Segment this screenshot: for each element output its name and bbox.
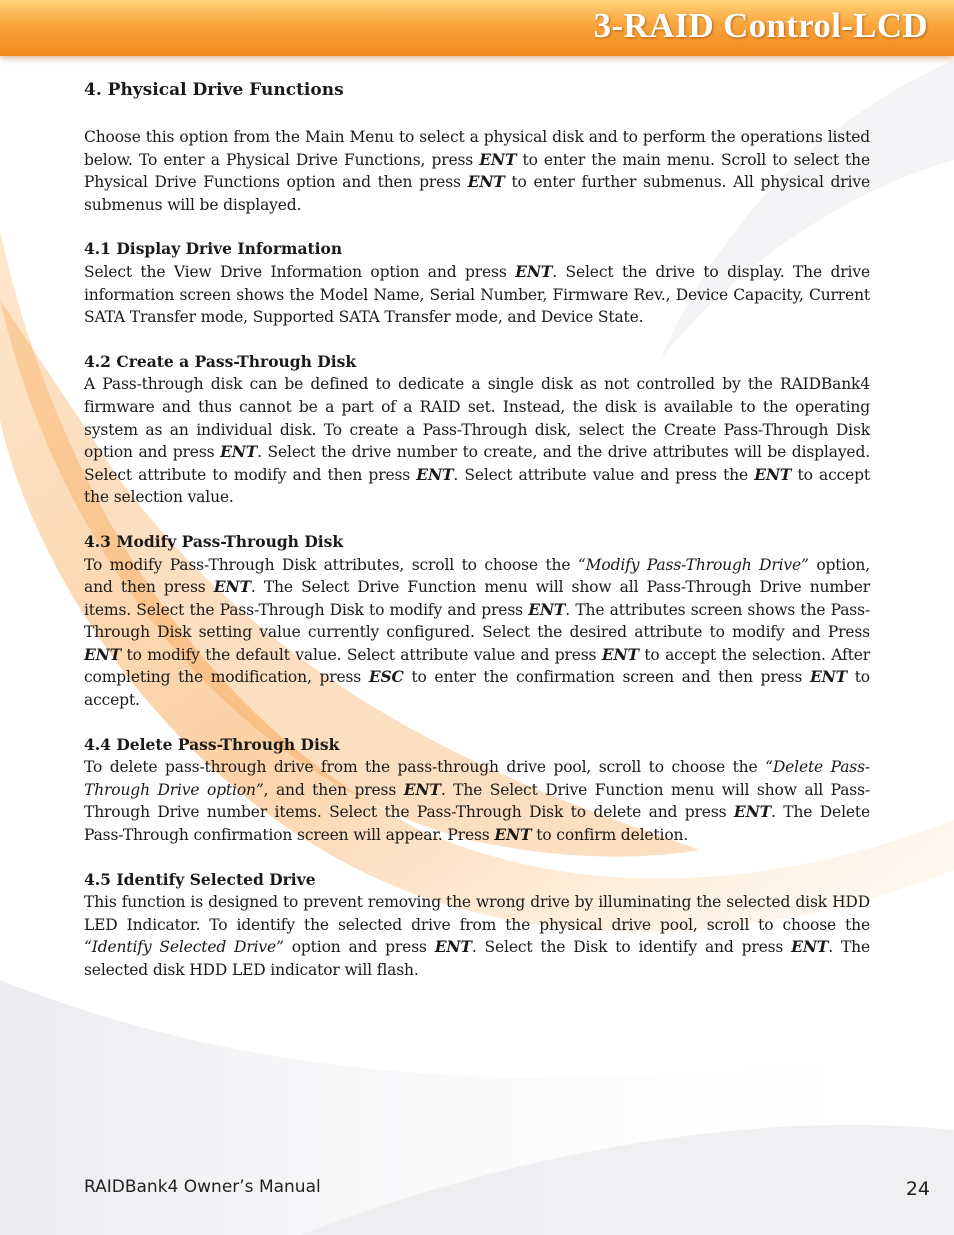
section-title: 4.5 Identify Selected Drive bbox=[84, 869, 316, 889]
key-ent: ENT bbox=[220, 442, 258, 462]
intro-paragraph: Choose this option from the Main Menu to select a physical disk and to perform the operations listed below. To enter a Physical Drive Functions, press ENT to enter the main menu. Scroll to select the Physical Drive Functions option and then press ENT to enter further submenus. All physical drive submenus will be displayed. bbox=[84, 128, 870, 214]
section-create-pass-through-disk bbox=[84, 351, 870, 509]
page-header-bar bbox=[0, 0, 954, 56]
section-title: 4.2 Create a Pass-Through Disk bbox=[84, 351, 357, 371]
page-heading: 4. Physical Drive Functions bbox=[84, 80, 344, 100]
key-ent: ENT bbox=[601, 644, 639, 664]
section-delete-pass-through-disk bbox=[84, 734, 870, 847]
key-ent: ENT bbox=[733, 802, 771, 822]
key-esc: ESC bbox=[368, 667, 404, 687]
key-ent: ENT bbox=[494, 825, 532, 845]
quoted-option: “Identify Selected Drive” bbox=[84, 938, 284, 957]
section-identify-selected-drive bbox=[84, 869, 870, 982]
key-ent: ENT bbox=[416, 464, 454, 484]
key-ent: ENT bbox=[403, 779, 441, 799]
quoted-option: “Delete Pass-Through Drive option” bbox=[84, 758, 870, 799]
key-ent: ENT bbox=[213, 577, 251, 597]
section-body: A Pass-through disk can be defined to dedicate a single disk as not controlled by the RAIDBank4 firmware and thus cannot be a part of a RAID set. Instead, the disk is available to the operating system as an individual disk. To create a Pass-Through disk, select the Create Pass-Through Disk option and press ENT. Select the drive number to create, and the drive attributes will be displayed. Select attribute to modify and then press ENT. Select attribute value and press the ENT to accept the selection value. bbox=[84, 375, 871, 507]
section-modify-pass-through-disk bbox=[84, 531, 870, 712]
key-ent: ENT bbox=[528, 599, 566, 619]
section-body: Select the View Drive Information option and press ENT. Select the drive to display. The drive information screen shows the Model Name, Serial Number, Firmware Rev., Device Capacity, Current SATA Transfer mode, Supported SATA Transfer mode, and Device State. bbox=[84, 261, 870, 327]
key-ent: ENT bbox=[515, 261, 553, 281]
key-ent: ENT bbox=[84, 644, 122, 664]
section-body: This function is designed to prevent removing the wrong drive by illuminating the selected disk HDD LED Indicator. To identify the selected drive from the physical drive pool, scroll to choose the “Identify Selected Drive” option and press ENT. Select the Disk to identify and press ENT. The selected disk HDD LED indicator will flash. bbox=[84, 893, 871, 979]
footer-page-number: 24 bbox=[905, 1178, 930, 1200]
section-body: To delete pass-through drive from the pass-through drive pool, scroll to choose the “Delete Pass-Through Drive option”, and then press ENT. The Select Drive Function menu will show all Pass-Through Drive number items. Select the Pass-Through Disk to delete and press ENT. The Delete Pass-Through confirmation screen will appear. Press ENT to confirm deletion. bbox=[84, 758, 870, 845]
key-ent: ENT bbox=[809, 667, 848, 687]
section-title: 4.1 Display Drive Information bbox=[84, 239, 343, 259]
section-title: 4.4 Delete Pass-Through Disk bbox=[84, 734, 340, 754]
key-ent: ENT bbox=[754, 464, 792, 484]
section-body: To modify Pass-Through Disk attributes, scroll to choose the “Modify Pass-Through Drive” option, and then press ENT. The Select Drive Function menu will show all Pass-Through Drive number items. Select the Pass-Through Disk to modify and press ENT. The attributes screen shows the Pass-Through Disk setting value currently configured. Select the desired attribute to modify and Press ENT to modify the default value. Select attribute value and press ENT to accept the selection. After completing the modification, press ESC to enter the confirmation screen and then press ENT to accept. bbox=[84, 555, 870, 710]
page-content bbox=[84, 80, 870, 1004]
key-ent: ENT bbox=[479, 149, 517, 169]
quoted-option: “Modify Pass-Through Drive” bbox=[577, 555, 809, 574]
section-display-drive-information bbox=[84, 238, 870, 328]
key-ent: ENT bbox=[791, 937, 829, 957]
section-title: 4.3 Modify Pass-Through Disk bbox=[84, 531, 344, 551]
key-ent: ENT bbox=[434, 937, 472, 957]
key-ent: ENT bbox=[467, 172, 505, 192]
footer-manual-name: RAIDBank4 Owner’s Manual bbox=[84, 1177, 321, 1197]
chapter-title: 3-RAID Control-LCD bbox=[593, 6, 928, 45]
